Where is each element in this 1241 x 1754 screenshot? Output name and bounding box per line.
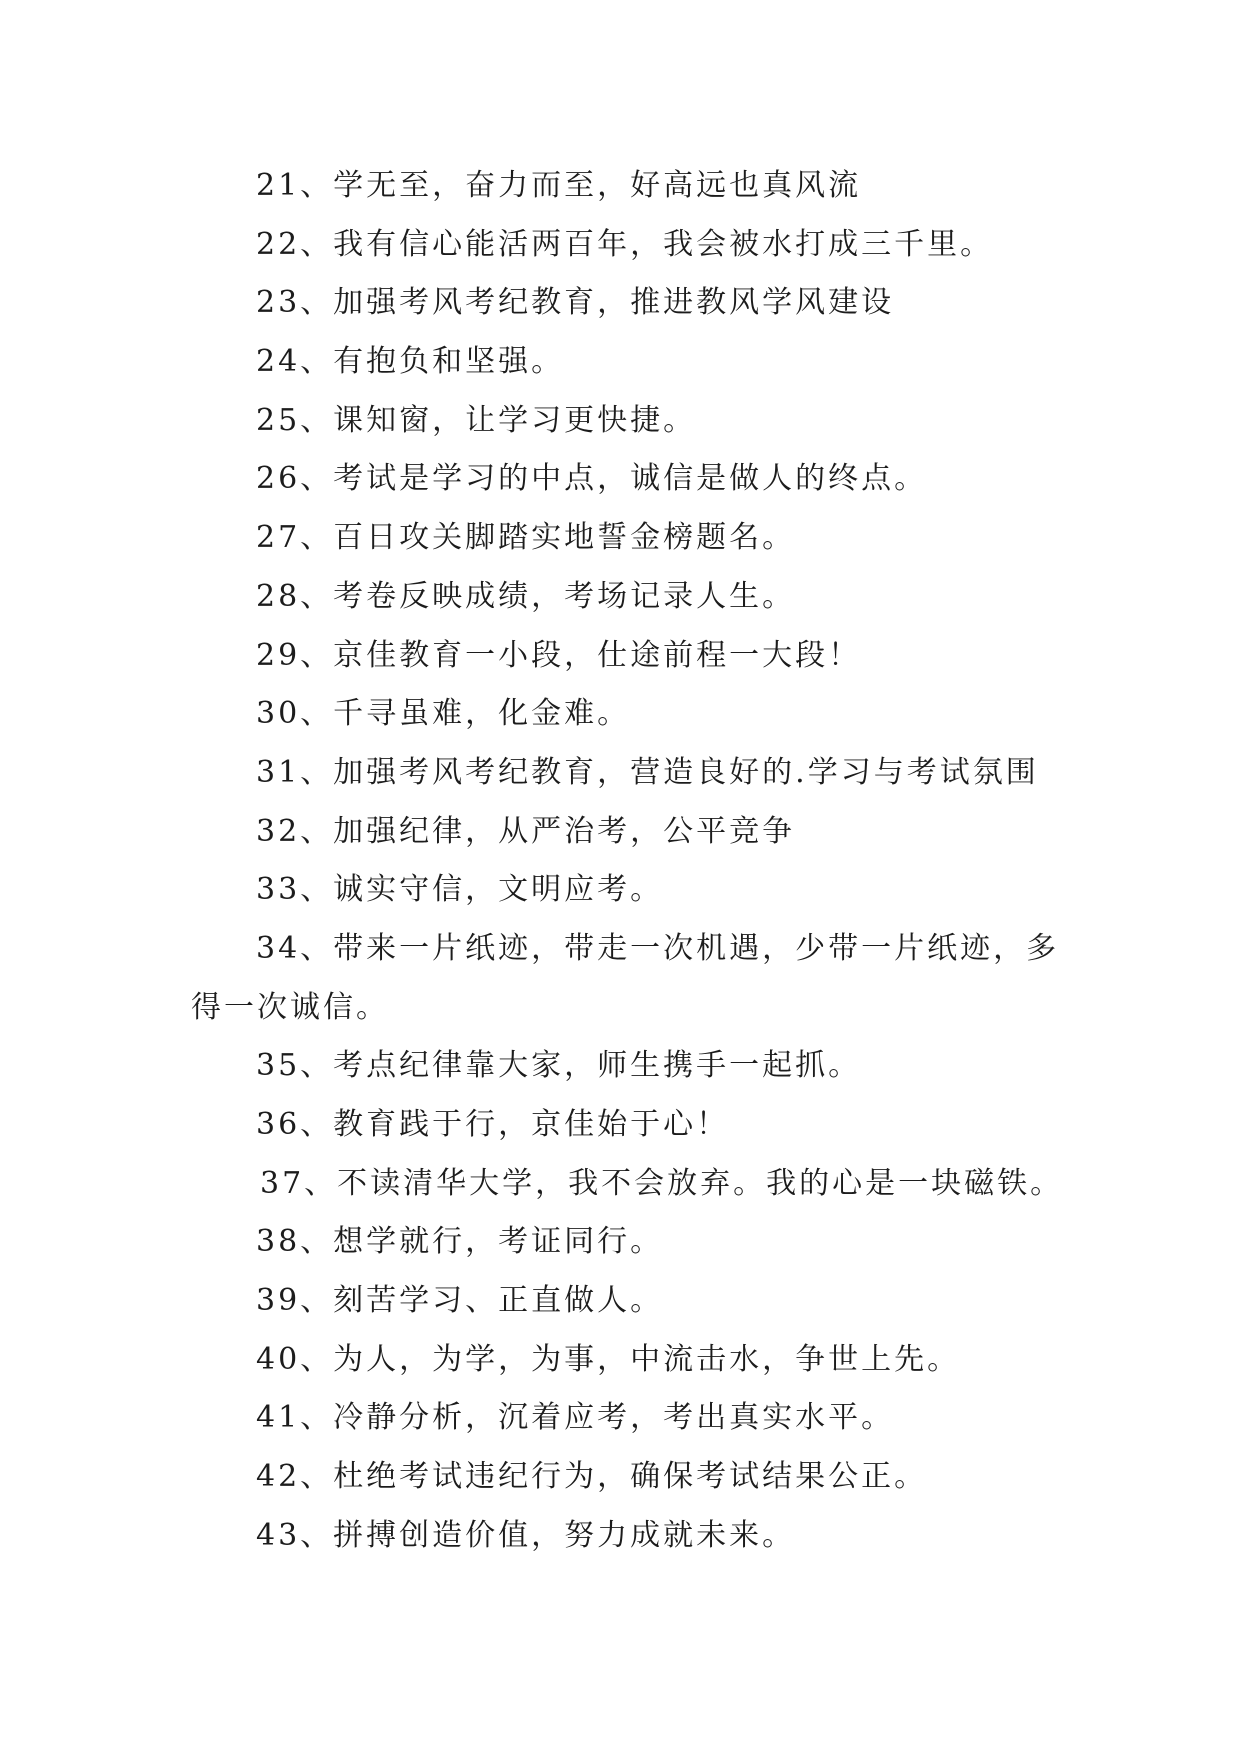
list-item: 23、加强考风考纪教育，推进教风学风建设 xyxy=(256,285,895,321)
list-item: 29、京佳教育一小段，仕途前程一大段！ xyxy=(256,637,862,673)
list-item: 32、加强纪律，从严治考，公平竞争 xyxy=(256,813,796,849)
list-item: 26、考试是学习的中点，诚信是做人的终点。 xyxy=(256,461,928,497)
list-item: 33、诚实守信，文明应考。 xyxy=(256,872,664,908)
list-item: 36、教育践于行，京佳始于心！ xyxy=(256,1107,730,1142)
list-item: 28、考卷反映成绩，考场记录人生。 xyxy=(256,578,796,614)
list-item: 31、加强考风考纪教育，营造良好的.学习与考试氛围 xyxy=(256,754,1039,790)
list-item: 34、带来一片纸迹，带走一次机遇，少带一片纸迹，多 xyxy=(256,930,1060,966)
list-item: 21、学无至，奋力而至，好高远也真风流 xyxy=(256,168,862,203)
list-item: 24、有抱负和坚强。 xyxy=(256,344,565,380)
list-item: 27、百日攻关脚踏实地誓金榜题名。 xyxy=(256,520,796,556)
list-item: 25、课知窗，让学习更快捷。 xyxy=(256,402,697,438)
list-item: 42、杜绝考试违纪行为，确保考试结果公正。 xyxy=(256,1459,928,1495)
list-item: 38、想学就行，考证同行。 xyxy=(256,1224,664,1260)
list-item: 40、为人，为学，为事，中流击水，争世上先。 xyxy=(256,1341,961,1377)
list-item: 43、拼搏创造价值，努力成就未来。 xyxy=(256,1517,796,1553)
document-page xyxy=(191,157,1091,1566)
list-item: 41、冷静分析，沉着应考，考出真实水平。 xyxy=(256,1400,895,1436)
list-item: 22、我有信心能活两百年，我会被水打成三千里。 xyxy=(256,226,994,262)
list-item: 39、刻苦学习、正直做人。 xyxy=(256,1283,664,1319)
list-item: 35、考点纪律靠大家，师生携手一起抓。 xyxy=(256,1048,862,1084)
list-item: 37、不读清华大学，我不会放弃。我的心是一块磁铁。 xyxy=(260,1165,1064,1201)
list-item: 30、千寻虽难，化金难。 xyxy=(256,696,631,732)
list-item-continuation: 得一次诚信。 xyxy=(191,989,389,1025)
